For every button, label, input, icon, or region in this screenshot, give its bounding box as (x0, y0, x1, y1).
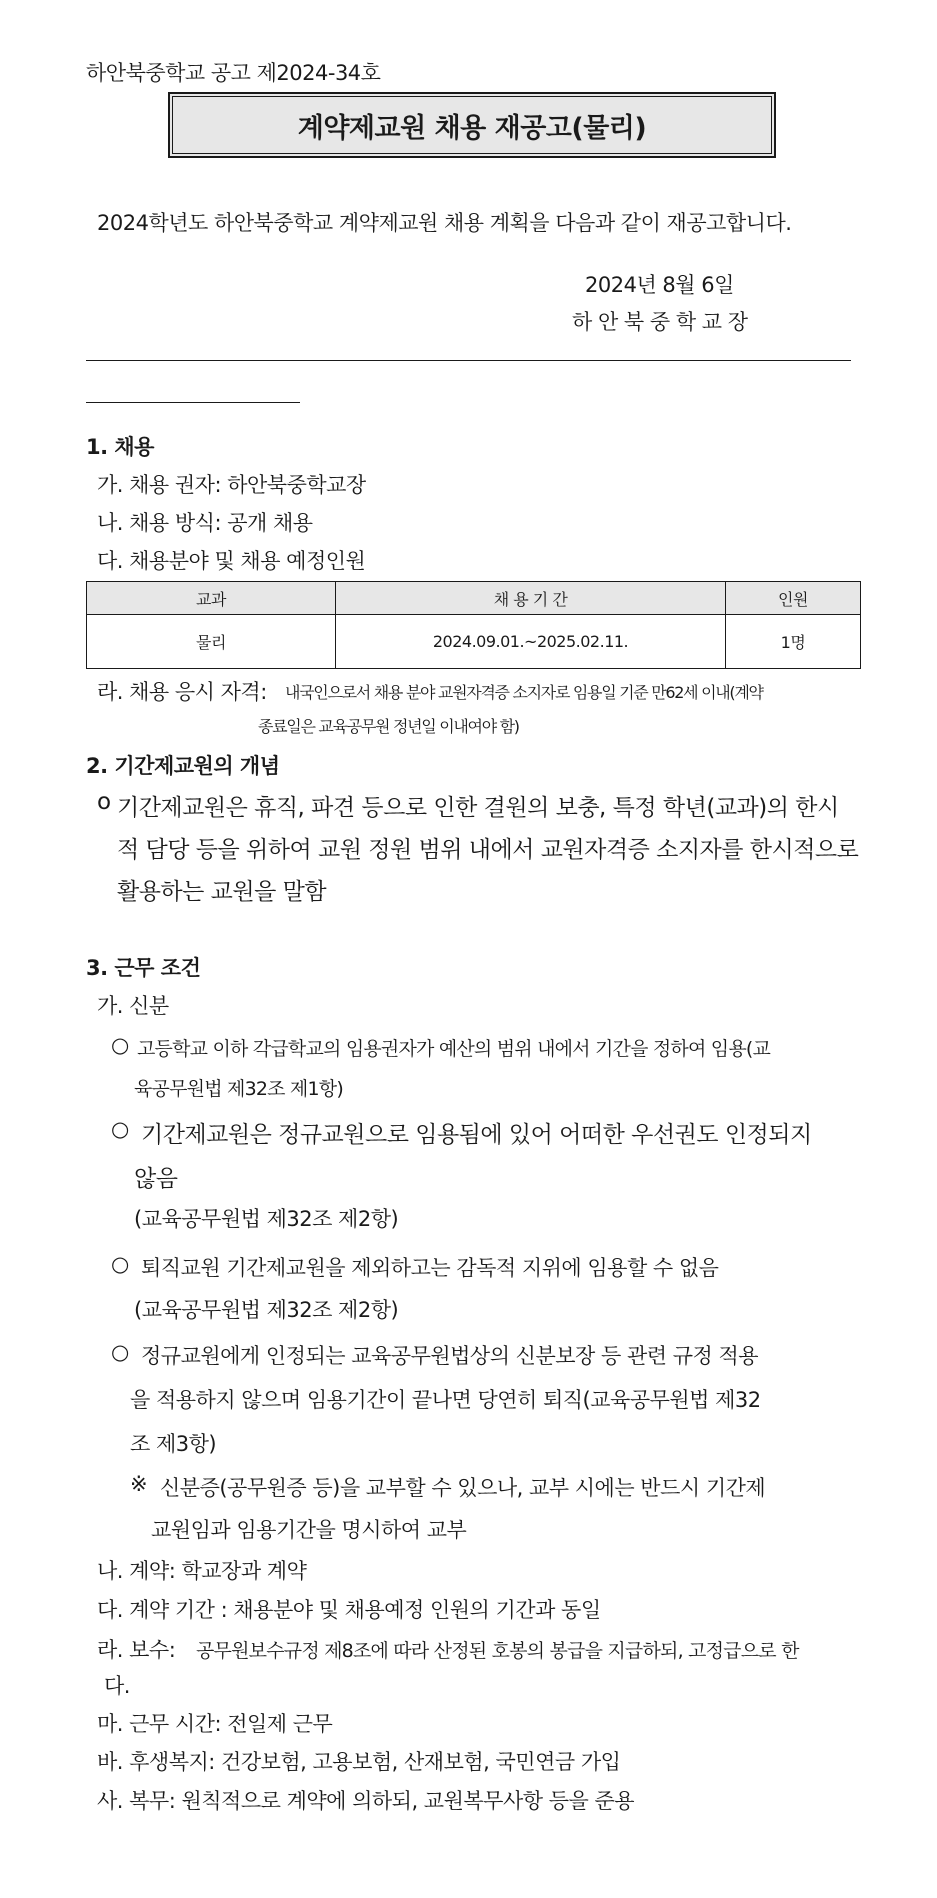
section-3-item-d-label: 라. 보수: (97, 1638, 176, 1662)
table-header-count: 인원 (726, 582, 861, 615)
table-row (87, 615, 861, 669)
section-3-note-line-1: 신분증(공무원증 등)을 교부할 수 있으나, 교부 시에는 반드시 기간제 (160, 1476, 766, 1500)
section-3-b1-line-2: 육공무원법 제32조 제1항) (134, 1078, 343, 1100)
divider-line-2 (86, 402, 300, 403)
section-2-bullet: o (97, 789, 111, 815)
section-1-item-d-text-2: 종료일은 교육공무원 정년일 이내여야 함) (258, 717, 519, 736)
section-3-item-b: 나. 계약: 학교장과 계약 (97, 1559, 307, 1583)
section-2-line-1: 기간제교원은 휴직, 파견 등으로 인한 결원의 보충, 특정 학년(교과)의 한시 (117, 795, 839, 821)
section-3-note-line-2: 교원임과 임용기간을 명시하여 교부 (151, 1518, 467, 1542)
section-3-bullet-4: ○ (111, 1340, 129, 1364)
section-3-item-f: 바. 후생복지: 건강보험, 고용보험, 산재보험, 국민연금 가입 (97, 1750, 621, 1774)
divider-line-1 (86, 360, 851, 361)
section-1-heading: 1. 채용 (86, 435, 154, 459)
section-1-item-b: 나. 채용 방식: 공개 채용 (97, 511, 313, 535)
section-3-item-e: 마. 근무 시간: 전일제 근무 (97, 1712, 333, 1736)
table-header-subject: 교과 (87, 582, 336, 615)
section-3-b3-line-2: (교육공무원법 제32조 제2항) (134, 1298, 399, 1322)
section-3-b2-line-3: (교육공무원법 제32조 제2항) (134, 1207, 399, 1231)
section-3-b2-line-1: 기간제교원은 정규교원으로 임용됨에 있어 어떠한 우선권도 인정되지 (141, 1122, 812, 1148)
section-3-item-a: 가. 신분 (97, 994, 169, 1018)
section-3-bullet-1: ○ (111, 1033, 129, 1057)
section-3-item-d-text: 공무원보수규정 제8조에 따라 산정된 호봉의 봉급을 지급하되, 고정급으로 한 (196, 1640, 799, 1662)
section-3-b4-line-3: 조 제3항) (130, 1432, 217, 1456)
section-3-b4-line-2: 을 적용하지 않으며 임용기간이 끝나면 당연히 퇴직(교육공무원법 제32 (130, 1388, 761, 1412)
recruitment-table (86, 581, 861, 669)
table-cell-period: 2024.09.01.~2025.02.11. (336, 615, 726, 669)
signer: 하 안 북 중 학 교 장 (572, 310, 748, 334)
section-3-b2-line-2: 않음 (134, 1166, 178, 1192)
section-3-item-d-cont: 다. (104, 1674, 130, 1698)
table-header-row (87, 582, 861, 615)
section-3-bullet-2: ○ (111, 1117, 129, 1141)
section-1-item-c: 다. 채용분야 및 채용 예정인원 (97, 549, 366, 573)
section-3-heading: 3. 근무 조건 (86, 956, 201, 980)
table-cell-subject: 물리 (87, 615, 336, 669)
section-3-item-g: 사. 복무: 원칙적으로 계약에 의하되, 교원복무사항 등을 준용 (97, 1789, 635, 1813)
notice-date: 2024년 8월 6일 (585, 273, 734, 297)
reference-mark-icon: ※ (130, 1472, 148, 1496)
table-header-period: 채 용 기 간 (336, 582, 726, 615)
table-cell-count: 1명 (726, 615, 861, 669)
section-3-bullet-3: ○ (111, 1252, 129, 1276)
section-2-line-3: 활용하는 교원을 말함 (117, 879, 327, 905)
section-1-item-a: 가. 채용 권자: 하안북중학교장 (97, 473, 366, 497)
section-3-b4-line-1: 정규교원에게 인정되는 교육공무원법상의 신분보장 등 관련 규정 적용 (141, 1344, 759, 1368)
section-3-b3-line-1: 퇴직교원 기간제교원을 제외하고는 감독적 지위에 임용할 수 없음 (141, 1256, 719, 1280)
section-1-item-d-label: 라. 채용 응시 자격: (97, 680, 267, 704)
section-2-line-2: 적 담당 등을 위하여 교원 정원 범위 내에서 교원자격증 소지자를 한시적으로 (117, 837, 859, 863)
section-1-item-d-text-1: 내국인으로서 채용 분야 교원자격증 소지자로 임용일 기준 만62세 이내(계약 (285, 683, 763, 702)
section-3-item-c: 다. 계약 기간 : 채용분야 및 채용예정 인원의 기간과 동일 (97, 1598, 601, 1622)
intro-text: 2024학년도 하안북중학교 계약제교원 채용 계획을 다음과 같이 재공고합니다. (97, 211, 792, 235)
notice-number: 하안북중학교 공고 제2024-34호 (86, 61, 381, 85)
section-2-heading: 2. 기간제교원의 개념 (86, 754, 280, 778)
document-title: 계약제교원 채용 재공고(물리) (168, 92, 776, 158)
section-3-b1-line-1: 고등학교 이하 각급학교의 임용권자가 예산의 범위 내에서 기간을 정하여 임용(교 (137, 1038, 771, 1060)
